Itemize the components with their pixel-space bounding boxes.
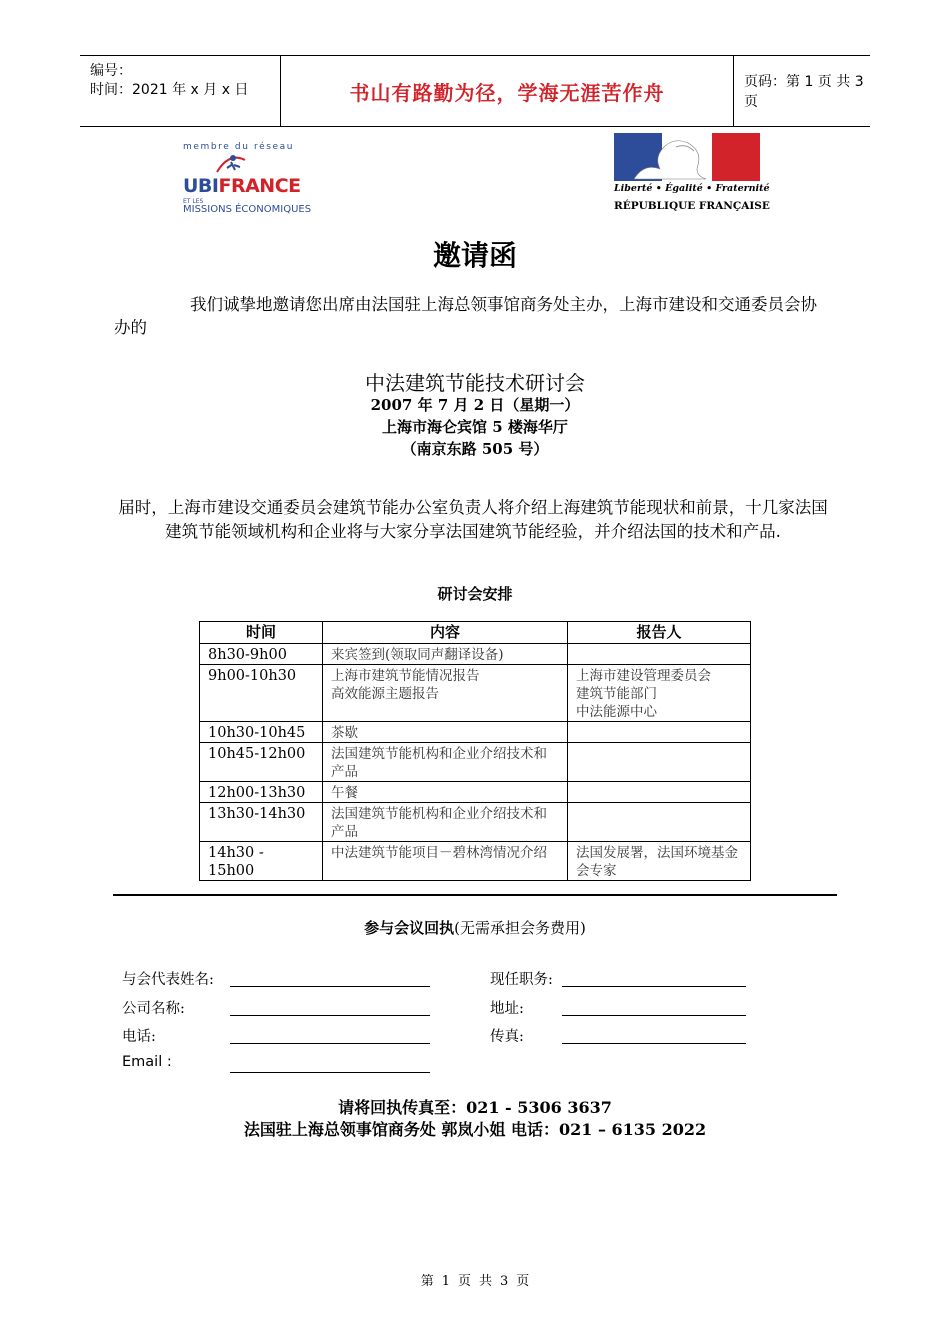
- name-field[interactable]: [230, 986, 430, 987]
- schedule-table: [199, 621, 751, 881]
- table-row: [200, 842, 751, 881]
- ubi-sub1: ET LES: [183, 198, 204, 205]
- reply-note: (无需承担会务费用): [454, 919, 586, 937]
- position-field[interactable]: [562, 986, 746, 987]
- intro-paragraph: 我们诚挚地邀请您出席由法国驻上海总领事馆商务处主办，上海市建设和交通委员会协办的: [114, 295, 817, 337]
- row-time: 9h00-10h30: [200, 665, 323, 722]
- ubi-name-b: FRANCE: [218, 175, 301, 197]
- email-field[interactable]: [230, 1072, 430, 1073]
- header-page-cell: [734, 56, 870, 126]
- row-content: 法国建筑节能机构和企业介绍技术和产品: [323, 803, 568, 842]
- ubi-sub2: MISSIONS ÉCONOMIQUES: [183, 204, 312, 215]
- row-speaker: 上海市建设管理委员会 建筑节能部门 中法能源中心: [568, 665, 751, 722]
- company-label: 公司名称:: [122, 1001, 185, 1017]
- fax-label: 传真:: [490, 1029, 524, 1045]
- footer-end: 页: [516, 1274, 530, 1289]
- event-date: 2007 年 7 月 2 日（星期一）: [370, 396, 580, 414]
- reply-title: [0, 917, 950, 938]
- fax-field[interactable]: [562, 1043, 746, 1044]
- row-content: 中法建筑节能项目－碧林湾情况介绍: [323, 842, 568, 881]
- ubi-logo-text: [183, 175, 301, 197]
- row-time: 14h30 - 15h00: [200, 842, 323, 881]
- table-row: [200, 782, 751, 803]
- row-time: 8h30-9h00: [200, 644, 323, 665]
- number-label: 编号：: [90, 63, 132, 79]
- header-motto-cell: [280, 56, 734, 126]
- header-content: 内容: [323, 622, 568, 644]
- section-divider: [113, 894, 837, 896]
- ubi-name-a: UBI: [183, 175, 219, 197]
- row-content: 茶歇: [323, 722, 568, 743]
- reply-title-text: 参与会议回执: [364, 919, 455, 937]
- footer-page: 第: [420, 1274, 434, 1289]
- event-venue: 上海市海仑宾馆 5 楼海华厅: [382, 418, 568, 436]
- row-speaker: [568, 803, 751, 842]
- address-field[interactable]: [562, 1015, 746, 1016]
- table-row: [200, 665, 751, 722]
- table-row: [200, 803, 751, 842]
- header-time: 时间: [200, 622, 323, 644]
- footer-mid: 页: [457, 1274, 471, 1289]
- row-speaker: [568, 782, 751, 803]
- table-row: [200, 743, 751, 782]
- table-row: [200, 722, 751, 743]
- schedule-header-row: [200, 622, 751, 644]
- row-time: 10h30-10h45: [200, 722, 323, 743]
- time-label: 时间：2021 年 x 月 x 日: [90, 82, 249, 98]
- page-label: 页码：第 1 页 共 3 页: [744, 74, 864, 110]
- row-speaker: [568, 722, 751, 743]
- row-time: 10h45-12h00: [200, 743, 323, 782]
- footer-total: 3: [500, 1274, 509, 1289]
- ubi-runner-icon: [215, 150, 247, 178]
- event-name: 中法建筑节能技术研讨会: [365, 371, 585, 395]
- row-content: 法国建筑节能机构和企业介绍技术和产品: [323, 743, 568, 782]
- header-speaker: 报告人: [568, 622, 751, 644]
- rf-name: RÉPUBLIQUE FRANÇAISE: [614, 200, 770, 212]
- position-label: 现任职务:: [490, 972, 553, 988]
- document-header: [80, 55, 870, 127]
- address-label: 地址:: [490, 1001, 524, 1017]
- table-row: [200, 644, 751, 665]
- company-field[interactable]: [230, 1015, 430, 1016]
- row-time: 12h00-13h30: [200, 782, 323, 803]
- row-speaker: [568, 743, 751, 782]
- row-speaker: [568, 644, 751, 665]
- row-content: 午餐: [323, 782, 568, 803]
- email-label: Email :: [122, 1054, 172, 1070]
- phone-label: 电话:: [122, 1029, 156, 1045]
- row-speaker: 法国发展署，法国环境基金会专家: [568, 842, 751, 881]
- event-address: （南京东路 505 号）: [401, 440, 549, 458]
- name-label: 与会代表姓名:: [122, 972, 214, 988]
- row-content: 来宾签到(领取同声翻译设备): [323, 644, 568, 665]
- schedule-title: 研讨会安排: [437, 585, 513, 603]
- description-paragraph: 届时，上海市建设交通委员会建筑节能办公室负责人将介绍上海建筑节能现状和前景，十几家法国建筑节能领域机构和企业将与大家分享法国建筑节能经验，并介绍法国的技术和产品.: [118, 498, 828, 541]
- row-time: 13h30-14h30: [200, 803, 323, 842]
- header-motto: 书山有路勤为径，学海无涯苦作舟: [349, 80, 665, 105]
- ubi-tagline: membre du réseau: [183, 142, 295, 152]
- page-footer: [0, 1270, 950, 1289]
- header-meta: [80, 56, 280, 126]
- contact-line: 法国驻上海总领事馆商务处 郭岚小姐 电话：021 – 6135 2022: [243, 1120, 707, 1139]
- phone-field[interactable]: [230, 1043, 430, 1044]
- footer-total-label: 共: [479, 1274, 493, 1289]
- page-title: 邀请函: [432, 239, 517, 272]
- fax-instruction: 请将回执传真至：021 - 5306 3637: [338, 1098, 612, 1117]
- marianne-flag-icon: [614, 133, 760, 181]
- rf-motto: Liberté • Égalité • Fraternité: [614, 183, 770, 194]
- row-content: 上海市建筑节能情况报告 高效能源主题报告: [323, 665, 568, 722]
- footer-current: 1: [441, 1274, 450, 1289]
